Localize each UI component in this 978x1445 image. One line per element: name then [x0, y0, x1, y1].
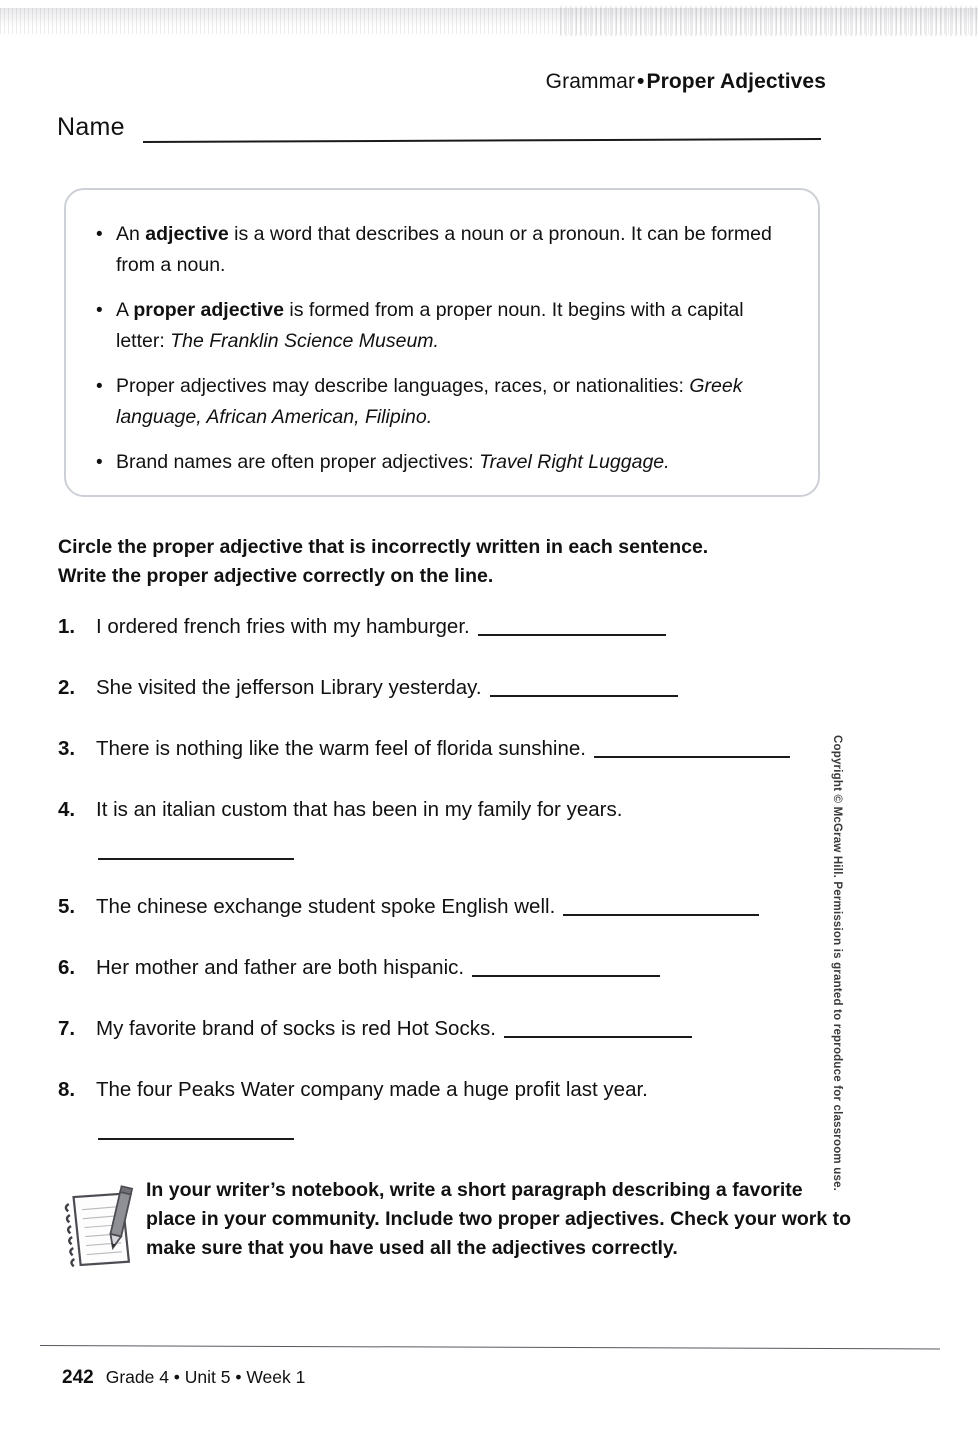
name-label: Name	[57, 113, 125, 141]
notepad-pencil-icon	[62, 1178, 144, 1278]
page-number: 242	[62, 1367, 94, 1388]
answer-write-line[interactable]	[98, 1138, 294, 1140]
name-field[interactable]	[57, 113, 822, 147]
page-footer	[62, 1367, 305, 1389]
writers-notebook-text: In your writer’s notebook, write a short paragraph describing a favorite place in your community. Include two proper adjectives. Check your work to make sure that you have used all the adjectives correctly.	[146, 1179, 852, 1259]
directions	[58, 533, 848, 591]
question-number: 5.	[58, 895, 76, 918]
bullet-icon: •	[96, 300, 103, 321]
rule-text-segment: Proper adjectives may describe languages, races, or nationalities:	[116, 375, 690, 397]
header-topic: Proper Adjectives	[646, 70, 826, 93]
directions-line-2: Write the proper adjective correctly on the line.	[58, 565, 494, 587]
rule-item	[90, 295, 796, 357]
question-item	[58, 674, 858, 702]
question-sentence: The chinese exchange student spoke English well.	[96, 895, 556, 918]
question-number: 8.	[58, 1078, 76, 1101]
bullet-icon: •	[96, 376, 103, 397]
page-header	[546, 70, 826, 94]
rule-item	[90, 219, 796, 281]
question-number: 3.	[58, 737, 76, 760]
question-item	[58, 1076, 858, 1140]
question-number: 1.	[58, 615, 76, 638]
rule-text-segment: adjective	[145, 223, 229, 245]
answer-write-line[interactable]	[472, 975, 660, 977]
rule-item	[90, 371, 796, 433]
directions-line-1: Circle the proper adjective that is incorrectly written in each sentence.	[58, 536, 709, 558]
name-write-line[interactable]	[143, 138, 821, 143]
scan-artifact-top-right	[560, 6, 978, 36]
question-sentence: My favorite brand of socks is red Hot Socks.	[96, 1017, 496, 1040]
question-sentence: The four Peaks Water company made a huge profit last year.	[96, 1078, 648, 1101]
bullet-icon: •	[96, 224, 103, 245]
question-sentence: There is nothing like the warm feel of florida sunshine.	[96, 737, 586, 760]
question-item	[58, 796, 858, 860]
answer-write-line[interactable]	[478, 634, 666, 636]
question-item	[58, 735, 858, 763]
answer-write-line[interactable]	[490, 695, 678, 697]
question-number: 7.	[58, 1017, 76, 1040]
rule-item	[90, 447, 796, 478]
rule-text-segment: The Franklin Science Museum.	[170, 330, 439, 352]
rule-text-segment: is formed from a proper noun. It begins with a capital letter:	[116, 299, 744, 352]
rules-list	[90, 219, 796, 478]
rule-text-segment: An	[116, 223, 146, 245]
copyright-notice: Copyright © McGraw Hill. Permission is granted to reproduce for classroom use.	[831, 735, 843, 1192]
rules-box	[64, 188, 820, 497]
question-sentence: I ordered french fries with my hamburger.	[96, 615, 470, 638]
question-number: 6.	[58, 956, 76, 979]
answer-write-line[interactable]	[98, 858, 294, 860]
answer-write-line[interactable]	[594, 756, 790, 758]
question-number: 2.	[58, 676, 76, 699]
question-sentence: It is an italian custom that has been in my family for years.	[96, 798, 623, 821]
answer-write-line[interactable]	[504, 1036, 692, 1038]
rule-text-segment: Greek language, African American, Filipino.	[116, 375, 743, 428]
question-sentence: Her mother and father are both hispanic.	[96, 956, 465, 979]
question-item	[58, 893, 858, 921]
rule-text-segment: Brand names are often proper adjectives:	[116, 451, 480, 473]
question-sentence: She visited the jefferson Library yesterday.	[96, 676, 482, 699]
bullet-icon: •	[96, 452, 103, 473]
rule-text-segment: Travel Right Luggage.	[479, 451, 670, 473]
question-item	[58, 1015, 858, 1043]
question-item	[58, 613, 858, 641]
writers-notebook-callout	[62, 1176, 852, 1263]
footer-divider	[40, 1345, 940, 1349]
rule-text-segment: proper adjective	[133, 299, 284, 321]
question-list	[58, 613, 858, 1192]
footer-meta: Grade 4 • Unit 5 • Week 1	[105, 1367, 306, 1387]
rule-text-segment: A	[116, 299, 134, 321]
answer-write-line[interactable]	[563, 914, 759, 916]
scan-artifact-top	[0, 8, 978, 34]
rule-text-segment: is a word that describes a noun or a pronoun. It can be formed from a noun.	[116, 223, 772, 276]
header-subject: Grammar	[545, 70, 636, 93]
question-number: 4.	[58, 798, 76, 821]
header-separator: •	[637, 70, 645, 93]
question-item	[58, 954, 858, 982]
